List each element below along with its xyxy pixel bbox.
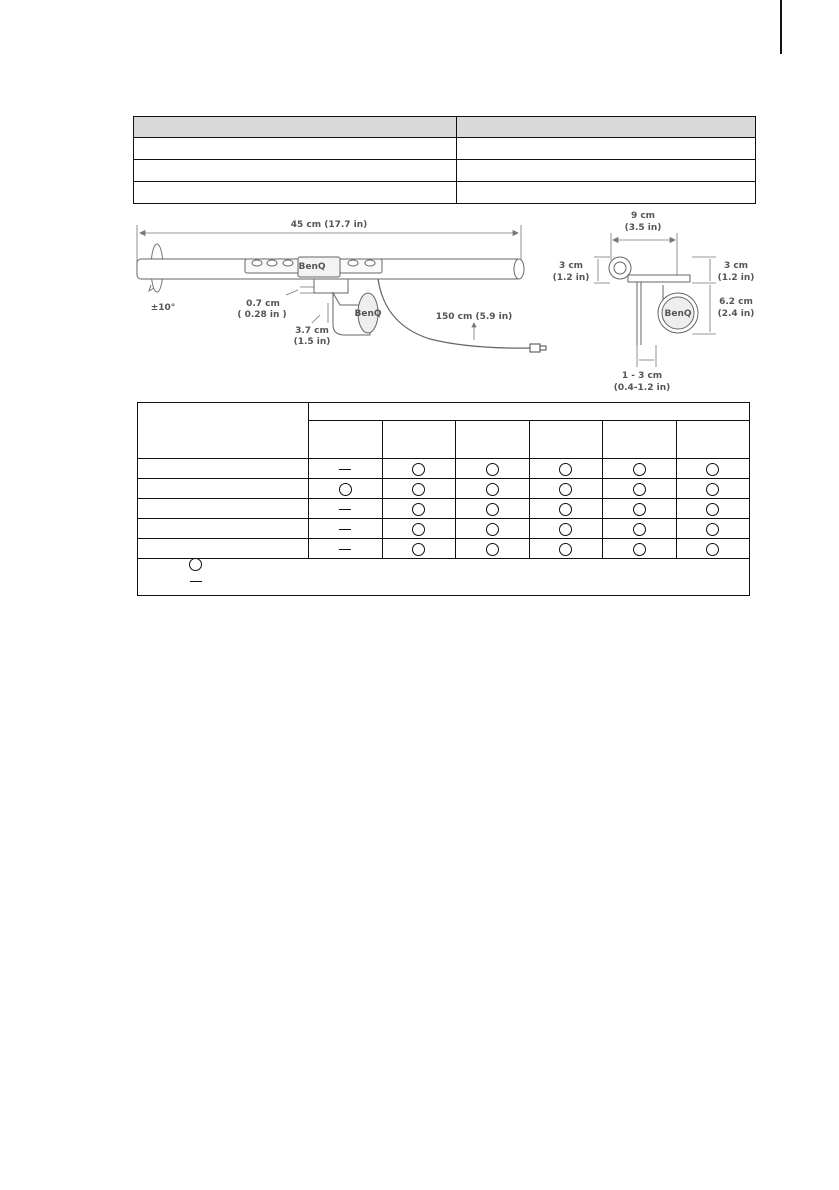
circle-mark-icon (412, 463, 425, 476)
substance-cell (456, 479, 530, 499)
substance-column-header (529, 421, 603, 459)
specs-cell (457, 182, 756, 204)
substance-row (138, 479, 750, 499)
weight-height-line1: 6.2 cm (719, 297, 753, 307)
height-label-line2: (1.5 in) (293, 337, 331, 347)
substance-cell (456, 499, 530, 519)
height-dimension (312, 303, 328, 323)
circle-mark-icon (339, 483, 352, 496)
specs-table-row (134, 138, 756, 160)
substance-column-header (309, 421, 383, 459)
circle-mark-icon (486, 463, 499, 476)
circle-mark-icon (412, 543, 425, 556)
height-label-line1: 3.7 cm (295, 326, 329, 336)
circle-mark-icon (486, 483, 499, 496)
gap-dimension (286, 287, 314, 295)
cable-length-arrow (472, 323, 476, 340)
circle-mark-icon (706, 503, 719, 516)
specs-table-row (134, 160, 756, 182)
circle-mark-icon (633, 543, 646, 556)
circle-mark-icon (706, 523, 719, 536)
specs-header-cell (457, 117, 756, 138)
circle-mark-icon (633, 523, 646, 536)
substance-cell (382, 499, 456, 519)
substance-cell (382, 539, 456, 559)
lamp-bar (137, 257, 524, 279)
circle-mark-icon (486, 543, 499, 556)
circle-mark-icon (412, 483, 425, 496)
substance-table (137, 402, 750, 596)
substance-row-label (138, 499, 309, 519)
substance-cell (309, 479, 383, 499)
substance-row-label (138, 519, 309, 539)
side-view-logo: BenQ (664, 309, 692, 319)
side-width-label-line2: (3.5 in) (624, 223, 662, 233)
specs-header-cell (134, 117, 457, 138)
legend-circle-icon (189, 558, 202, 571)
circle-mark-icon (486, 503, 499, 516)
side-width-label-line1: 9 cm (630, 211, 656, 221)
circle-mark-icon (559, 463, 572, 476)
substance-cell (529, 519, 603, 539)
substance-cell (382, 519, 456, 539)
circle-mark-icon (486, 523, 499, 536)
circle-mark-icon (559, 503, 572, 516)
specs-table (133, 116, 756, 204)
substance-row-label (138, 539, 309, 559)
specs-table-header-row (134, 117, 756, 138)
clamp-range-line1: 1 - 3 cm (621, 371, 663, 381)
substance-cell (676, 519, 750, 539)
circle-mark-icon (559, 483, 572, 496)
specs-cell (134, 138, 457, 160)
substance-row (138, 459, 750, 479)
substance-cell (382, 479, 456, 499)
specs-cell (134, 182, 457, 204)
substance-cell (309, 519, 383, 539)
substance-cell (529, 479, 603, 499)
side-left-height-line1: 3 cm (558, 261, 584, 271)
substance-cell (603, 539, 677, 559)
circle-mark-icon (633, 463, 646, 476)
circle-mark-icon (633, 503, 646, 516)
substance-column-header (676, 421, 750, 459)
substance-cell (676, 479, 750, 499)
substance-cell (603, 519, 677, 539)
substance-column-header (603, 421, 677, 459)
substance-column-header (382, 421, 456, 459)
substance-header-row (138, 403, 750, 421)
substance-cell (309, 539, 383, 559)
specs-cell (457, 138, 756, 160)
gap-label-line2: ( 0.28 in ) (237, 310, 287, 320)
dash-mark-icon (339, 529, 351, 530)
substance-row (138, 519, 750, 539)
substance-legend-row (138, 559, 750, 596)
weight-logo: BenQ (354, 309, 382, 319)
circle-mark-icon (412, 503, 425, 516)
substance-row-label (138, 479, 309, 499)
circle-mark-icon (633, 483, 646, 496)
gap-label-line1: 0.7 cm (246, 299, 280, 309)
lamp-dimension-diagram (0, 205, 839, 400)
side-left-height-line2: (1.2 in) (552, 273, 590, 283)
substance-row (138, 539, 750, 559)
rotation-label: ±10° (150, 303, 176, 313)
side-right-height-line2: (1.2 in) (717, 273, 755, 283)
dash-mark-icon (339, 469, 351, 470)
legend-dash-icon (190, 581, 202, 582)
side-right-height-line1: 3 cm (723, 261, 749, 271)
dash-mark-icon (339, 549, 351, 550)
circle-mark-icon (706, 463, 719, 476)
specs-cell (134, 160, 457, 182)
substance-cell (456, 539, 530, 559)
substance-cell (676, 499, 750, 519)
substance-cell (529, 459, 603, 479)
circle-mark-icon (706, 543, 719, 556)
dash-mark-icon (339, 509, 351, 510)
substance-legend-cell (138, 559, 750, 596)
specs-table-row (134, 182, 756, 204)
substance-cell (603, 459, 677, 479)
substance-cell (456, 519, 530, 539)
substance-cell (676, 539, 750, 559)
length-label: 45 cm (17.7 in) (290, 220, 368, 230)
substance-cell (603, 499, 677, 519)
circle-mark-icon (412, 523, 425, 536)
substance-cell (309, 459, 383, 479)
side-left-height-dimension (594, 257, 610, 283)
substance-cell (382, 459, 456, 479)
substance-cell (676, 459, 750, 479)
substance-cell (603, 479, 677, 499)
substance-row (138, 499, 750, 519)
substance-column-header (456, 421, 530, 459)
clamp-range-dimension (637, 345, 656, 367)
cable-length-label: 150 cm (5.9 in) (435, 312, 513, 322)
clamp-range-line2: (0.4-1.2 in) (613, 383, 671, 393)
substance-group-header (309, 403, 750, 421)
substance-cell (529, 539, 603, 559)
side-view-clamp (609, 257, 698, 345)
substance-cell (456, 459, 530, 479)
brand-logo: BenQ (298, 262, 326, 272)
substance-corner-cell (138, 403, 309, 459)
substance-cell (309, 499, 383, 519)
substance-row-label (138, 459, 309, 479)
weight-height-line2: (2.4 in) (717, 309, 755, 319)
specs-cell (457, 160, 756, 182)
circle-mark-icon (559, 543, 572, 556)
cut-line (780, 0, 782, 54)
circle-mark-icon (559, 523, 572, 536)
substance-cell (529, 499, 603, 519)
circle-mark-icon (706, 483, 719, 496)
